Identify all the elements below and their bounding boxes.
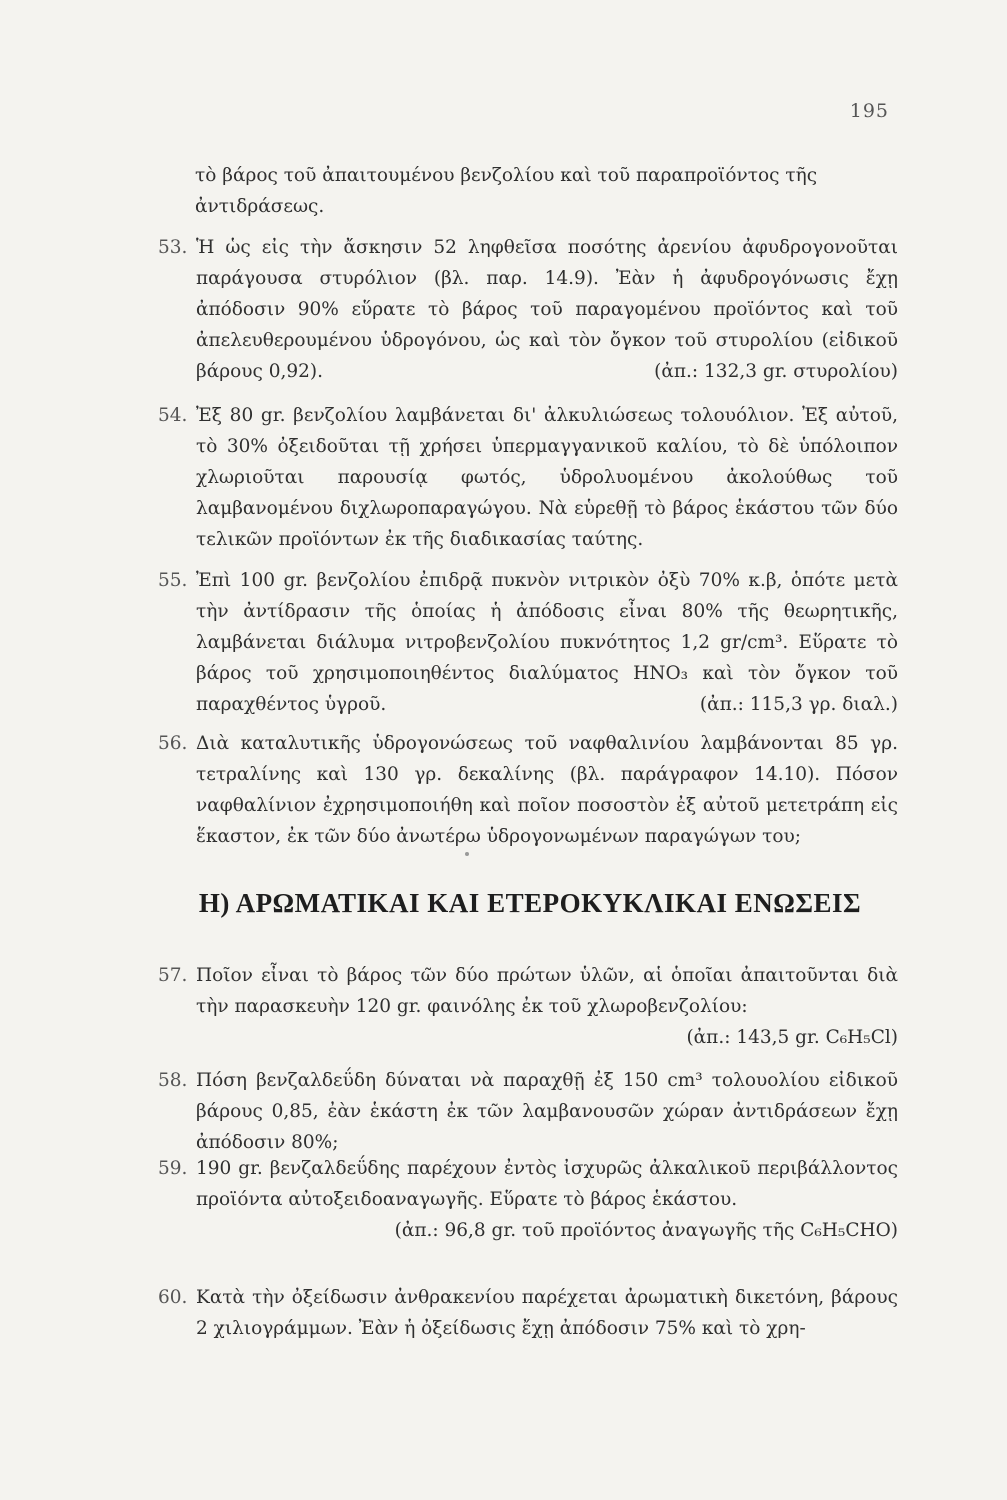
problem-text: Διὰ καταλυτικῆς ὑδρογονώσεως τοῦ ναφθαλινίου λαμβάνονται 85 γρ. τετραλίνης καὶ 130 γρ. δεκαλίνης (βλ. παράγραφον 14.10). Πόσον ναφθαλίνιον ἐχρησιμοποιήθη καὶ ποῖον ποσοστὸν ἐξ αὐτοῦ μετετράπη εἰς ἕκαστον, ἐκ τῶν δύο ἀνωτέρω ὑδρογονωμένων παραγώγων του; — [196, 733, 898, 847]
problem-answer: (ἀπ.: 96,8 gr. τοῦ προϊόντος ἀναγωγῆς τῆς C₆H₅CHO) — [394, 1220, 898, 1241]
problem-text: Ποῖον εἶναι τὸ βάρος τῶν δύο πρώτων ὑλῶν, αἱ ὁποῖαι ἀπαιτοῦνται διὰ τὴν παρασκευὴν 120 gr. φαινόλης ἐκ τοῦ χλωροβενζολίου: — [196, 965, 898, 1017]
problem-number: 58. — [158, 1070, 188, 1091]
problem-number: 55. — [158, 570, 188, 591]
problem-answer: (ἀπ.: 143,5 gr. C₆H₅Cl) — [686, 1027, 898, 1048]
page-number: 195 — [849, 100, 889, 122]
problem-57 — [158, 960, 898, 1053]
problem-53 — [158, 232, 898, 387]
problem-text: Ἐπὶ 100 gr. βενζολίου ἐπιδρᾷ πυκνὸν νιτρικὸν ὀξὺ 70% κ.β, ὁπότε μετὰ τὴν ἀντίδρασιν τῆς ὁποίας ἡ ἀπόδοσις εἶναι 80% τῆς θεωρητικῆς, λαμβάνεται διάλυμα νιτροβενζολίου πυκνότητος 1,2 gr/cm³. Εὕρατε τὸ βάρος τοῦ χρησιμοποιηθέντος διαλύματος HNO₃ καὶ τὸν ὄγκον τοῦ παραχθέντος ὑγροῦ. — [196, 570, 898, 715]
ink-speck — [465, 852, 469, 856]
problem-text: Ἡ ὡς εἰς τὴν ἄσκησιν 52 ληφθεῖσα ποσότης ἀρενίου ἀφυδρογονοῦται παράγουσα στυρόλιον (βλ. παρ. 14.9). Ἐὰν ἡ ἀφυδρογόνωσις ἔχῃ ἀπόδοσιν 90% εὕρατε τὸ βάρος τοῦ παραγομένου προϊόντος καὶ τοῦ ἀπελευθερουμένου ὑδρογόνου, ὡς καὶ τὸν ὄγκον τοῦ στυρολίου (εἰδικοῦ βάρους 0,92). — [196, 237, 898, 382]
problem-number: 59. — [158, 1158, 188, 1179]
section-heading: Η) ΑΡΩΜΑΤΙΚΑΙ ΚΑΙ ΕΤΕΡΟΚΥΚΛΙΚΑΙ ΕΝΩΣΕΙΣ — [198, 888, 862, 918]
problem-number: 53. — [158, 237, 188, 258]
problem-58 — [158, 1065, 898, 1158]
problem-answer: (ἀπ.: 132,3 gr. στυρολίου) — [654, 361, 898, 382]
problem-number: 57. — [158, 965, 188, 986]
problem-59 — [158, 1153, 898, 1246]
problem-56 — [158, 728, 898, 852]
problem-60 — [158, 1282, 898, 1344]
problem-number: 54. — [158, 405, 188, 426]
problem-answer: (ἀπ.: 115,3 γρ. διαλ.) — [699, 694, 898, 715]
problem-text: Πόση βενζαλδεΰδη δύναται νὰ παραχθῇ ἐξ 150 cm³ τολουολίου εἰδικοῦ βάρους 0,85, ἐὰν ἑκάστη ἐκ τῶν λαμβανουσῶν χώραν ἀντιδράσεων ἔχῃ ἀπόδοσιν 80%; — [196, 1070, 898, 1153]
problem-text: 190 gr. βενζαλδεΰδης παρέχουν ἐντὸς ἰσχυρῶς ἀλκαλικοῦ περιβάλλοντος προϊόντα αὐτοξειδοαναγωγῆς. Εὕρατε τὸ βάρος ἑκάστου. — [196, 1158, 898, 1210]
problem-number: 56. — [158, 733, 188, 754]
continuation-text: τὸ βάρος τοῦ ἀπαιτουμένου βενζολίου καὶ τοῦ παραπροϊόντος τῆς ἀντιδράσεως. — [195, 165, 818, 217]
problem-54 — [158, 400, 898, 555]
problem-55 — [158, 565, 898, 720]
problem-number: 60. — [158, 1287, 188, 1308]
problem-text: Ἐξ 80 gr. βενζολίου λαμβάνεται δι' ἀλκυλιώσεως τολουόλιον. Ἐξ αὐτοῦ, τὸ 30% ὀξειδοῦται τῇ χρήσει ὑπερμαγγανικοῦ καλίου, τὸ δὲ ὑπόλοιπον χλωριοῦται παρουσίᾳ φωτός, ὑδρολυομένου ἀκολούθως τοῦ λαμβανομένου διχλωροπαραγώγου. Νὰ εὑρεθῇ τὸ βάρος ἑκάστου τῶν δύο τελικῶν προϊόντων ἐκ τῆς διαδικασίας ταύτης. — [196, 405, 898, 550]
problem-text: Κατὰ τὴν ὀξείδωσιν ἀνθρακενίου παρέχεται ἀρωματικὴ δικετόνη, βάρους 2 χιλιογράμμων. Ἐὰν ἡ ὀξείδωσις ἔχῃ ἀπόδοσιν 75% καὶ τὸ χρη- — [196, 1287, 898, 1339]
